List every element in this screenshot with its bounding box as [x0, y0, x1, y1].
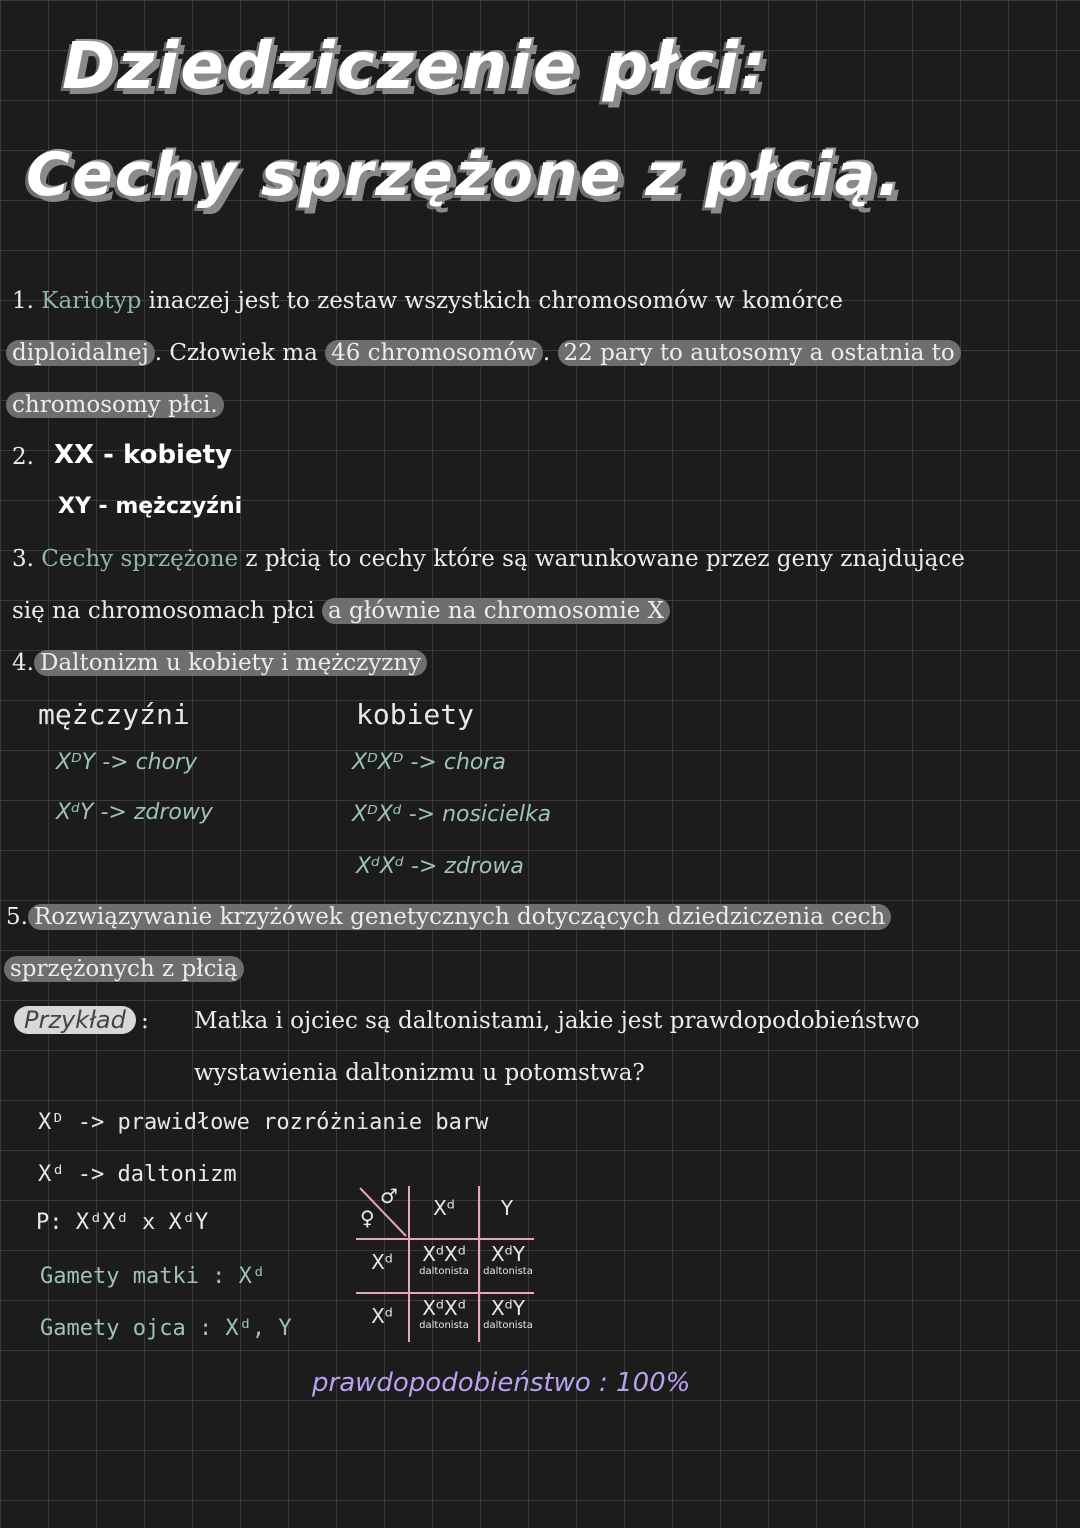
point-1-line-3: [6, 392, 224, 418]
point-number: 1.: [12, 288, 34, 314]
arrow-icon: ->: [410, 750, 437, 775]
text: się na chromosomach płci: [12, 598, 323, 624]
women-row-1: [352, 750, 506, 775]
highlight: diploidalnej: [6, 340, 155, 366]
highlight: 22 pary to autosomy a ostatnia to: [558, 340, 961, 366]
term-kariotyp: Kariotyp: [41, 288, 142, 314]
phenotype: chora: [443, 750, 506, 775]
point-number: 3.: [12, 546, 34, 572]
genotype: XᴰY: [56, 750, 96, 775]
point-2-number: 2.: [12, 444, 34, 470]
point-5-line-1: [6, 904, 891, 930]
result-probability: prawdopodobieństwo : 100%: [312, 1368, 691, 1398]
point-5-line-2: [4, 956, 244, 982]
col-header: Y: [500, 1196, 514, 1220]
example-question-2: wystawienia daltonizmu u potomstwa?: [194, 1060, 645, 1086]
gametes-father: Gamety ojca : Xᵈ, Y: [40, 1316, 292, 1341]
men-row-2: [56, 800, 213, 825]
point-1-line-2: [6, 340, 961, 366]
point-number: 4.: [12, 650, 34, 676]
phenotype: chory: [135, 750, 198, 775]
punnett-cell: XᵈY daltonista: [483, 1242, 533, 1277]
phenotype: zdrowa: [444, 854, 524, 879]
text: z płcią to cechy które są warunkowane przez geny znajdujące: [238, 546, 965, 572]
point-3-line-1: [12, 546, 965, 572]
men-row-1: [56, 750, 197, 775]
punnett-line: [356, 1292, 534, 1294]
women-header: kobiety: [356, 698, 475, 731]
text: .: [542, 340, 558, 366]
men-header: mężczyźni: [38, 698, 190, 731]
male-symbol-icon: ♂: [380, 1184, 398, 1208]
gametes-mother: Gamety matki : Xᵈ: [40, 1264, 266, 1289]
arrow-icon: ->: [102, 750, 129, 775]
arrow-icon: ->: [100, 800, 127, 825]
phenotype: nosicielka: [442, 802, 552, 827]
point-3-line-2: [12, 598, 670, 624]
arrow-icon: ->: [410, 854, 438, 879]
highlight: a głównie na chromosomie X: [322, 598, 670, 624]
colon: :: [140, 1008, 149, 1034]
page-title: Dziedziczenie płci:: [62, 30, 768, 104]
key-dominant: Xᴰ -> prawidłowe rozróżnianie barw: [38, 1110, 489, 1135]
example-question-1: Matka i ojciec są daltonistami, jakie jest prawdopodobieństwo: [194, 1008, 920, 1034]
female-symbol-icon: ♀: [360, 1206, 375, 1230]
genotype: XᴰXᵈ: [352, 802, 402, 827]
text: . Człowiek ma: [154, 340, 326, 366]
example-label: Przykład: [14, 1006, 136, 1034]
point-1-line-1: [12, 288, 843, 314]
example-label-row: [14, 1006, 149, 1034]
punnett-cell: XᵈXᵈ daltonista: [419, 1296, 469, 1331]
punnett-line: [356, 1238, 534, 1240]
row-header: Xᵈ: [371, 1304, 393, 1328]
point-4-line: [12, 650, 427, 676]
genotype: XᴰXᴰ: [352, 750, 404, 775]
genotype: XᵈY: [56, 800, 94, 825]
highlight: chromosomy płci.: [6, 392, 224, 418]
key-recessive: Xᵈ -> daltonizm: [38, 1162, 237, 1187]
xx-women: XX - kobiety: [54, 440, 232, 470]
point-number: 5.: [6, 904, 28, 930]
parental-cross: P: XᵈXᵈ x XᵈY: [36, 1210, 209, 1235]
xy-men: XY - mężczyźni: [58, 494, 243, 519]
highlight: Rozwiązywanie krzyżówek genetycznych dotyczących dziedziczenia cech: [28, 904, 891, 930]
col-header: Xᵈ: [433, 1196, 455, 1220]
row-header: Xᵈ: [371, 1250, 393, 1274]
phenotype: zdrowy: [133, 800, 213, 825]
arrow-icon: ->: [408, 802, 436, 827]
highlight: 46 chromosomów: [325, 340, 543, 366]
punnett-cell: XᵈY daltonista: [483, 1296, 533, 1331]
women-row-2: [352, 802, 551, 827]
punnett-cell: XᵈXᵈ daltonista: [419, 1242, 469, 1277]
women-row-3: [356, 854, 524, 879]
highlight: sprzężonych z płcią: [4, 956, 244, 982]
term-cechy-sprzezone: Cechy sprzężone: [41, 546, 239, 572]
genotype: XᵈXᵈ: [356, 854, 404, 879]
text: inaczej jest to zestaw wszystkich chromosomów w komórce: [141, 288, 843, 314]
highlight: Daltonizm u kobiety i mężczyzny: [34, 650, 427, 676]
page-subtitle: Cechy sprzężone z płcią.: [26, 140, 902, 210]
